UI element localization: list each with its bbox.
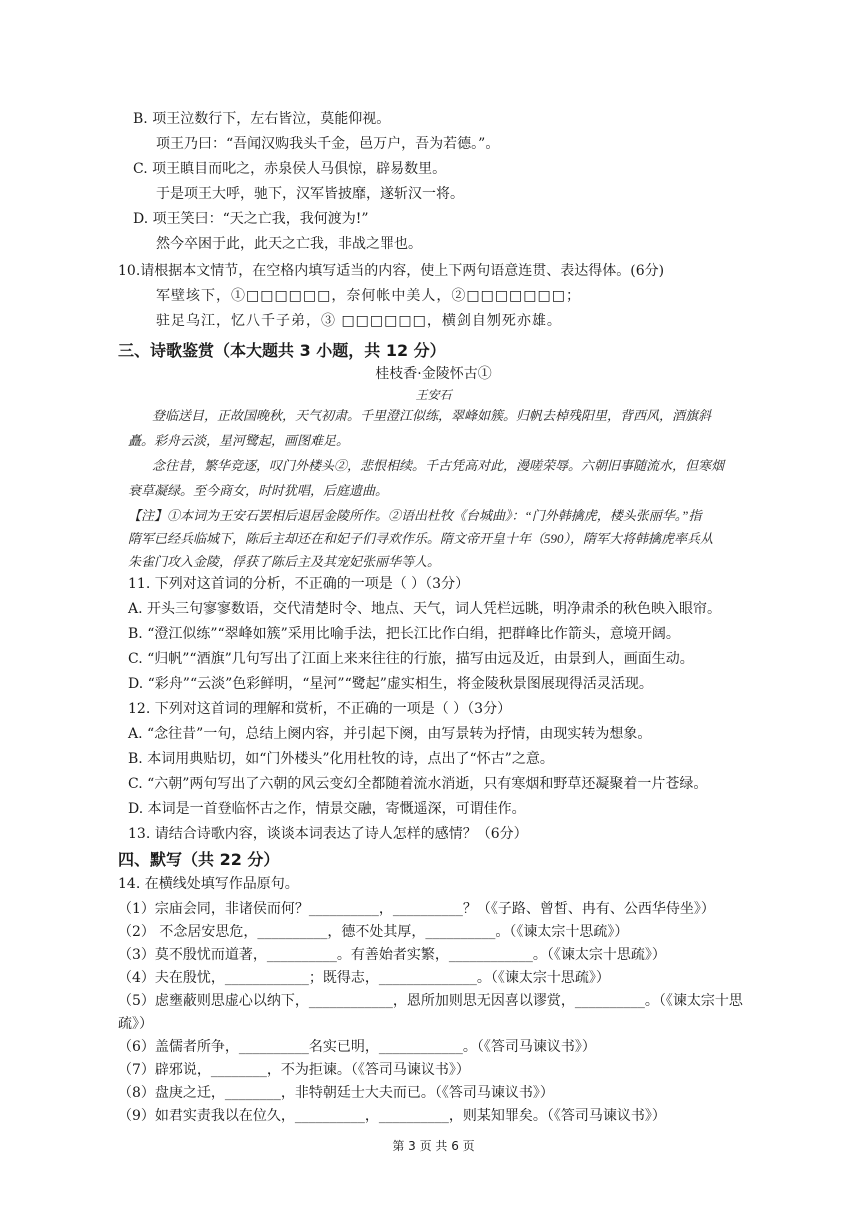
poem-note: 【注】①本词为王安石罢相后退居金陵所作。②语出杜牧《台城曲》：“门外韩擒虎，楼头张丽华。”指 <box>128 508 702 523</box>
question-12: 12. 下列对这首词的理解和赏析，不正确的一项是（ ）（3分） <box>128 701 512 717</box>
poem-line: 念往昔，繁华竞逐，叹门外楼头②，悲恨相续。千古凭高对此，漫嗟荣辱。六朝旧事随流水，但寒烟 <box>152 458 725 473</box>
section-4-heading: 四、默写（共 22 分） <box>118 850 280 869</box>
q11-option-d: D. “彩舟”“云淡”色彩鲜明，“星河”“鹭起”虚实相生，将金陵秋景图展现得活灵活现。 <box>128 676 653 692</box>
poem-note: 隋军已经兵临城下，陈后主却还在和妃子们寻欢作乐。隋文帝开皇十年（590），隋军大将韩擒虎率兵从 <box>128 531 714 546</box>
q12-option-a: A. “念往昔”一句，总结上阕内容，并引起下阕，由写景转为抒情，由现实转为想象。 <box>128 726 652 742</box>
q12-option-b: B. 本词用典贴切，如“门外楼头”化用杜牧的诗，点出了“怀古”之意。 <box>128 751 554 767</box>
q12-option-d: D. 本词是一首登临怀古之作，情景交融，寄慨遥深，可谓佳作。 <box>128 801 526 817</box>
option-d: D. 项王笑曰：“天之亡我，我何渡为!” <box>133 211 369 227</box>
dictation-item: （9）如君实责我以在位久，__________，__________，则某知罪矣。（《答司马谏议书》） <box>118 1108 666 1124</box>
dictation-item: （7）辟邪说，________，不为拒谏。（《答司马谏议书》） <box>118 1062 470 1078</box>
dictation-item: （2） 不念居安思危，__________，德不处其厚，__________。（《谏太宗十思疏》） <box>118 924 629 940</box>
option-b-line2: 项王乃曰：“吾闻汉购我头千金，邑万户，吾为若德。”。 <box>156 136 500 152</box>
dictation-item: （6）盖儒者所争，__________名实已明，____________。（《答司马谏议书》） <box>118 1039 596 1055</box>
dictation-item-cont: 疏》） <box>118 1016 153 1032</box>
q11-option-a: A. 开头三句寥寥数语，交代清楚时令、地点、天气，词人凭栏远眺，明净肃杀的秋色映入眼帘。 <box>128 601 722 617</box>
option-c: C. 项王瞋目而叱之，赤泉侯人马俱惊，辟易数里。 <box>133 161 447 177</box>
q12-option-c: C. “六朝”两句写出了六朝的风云变幻全都随着流水消逝，只有寒烟和野草还凝聚着一片苍绿。 <box>128 776 708 792</box>
question-13: 13. 请结合诗歌内容，谈谈本词表达了诗人怎样的感情？（6分） <box>128 826 528 842</box>
poem-note: 朱雀门攻入金陵，俘获了陈后主及其宠妃张丽华等人。 <box>128 554 441 569</box>
question-11: 11. 下列对这首词的分析，不正确的一项是（ ）（3分） <box>128 576 470 592</box>
q11-option-c: C. “归帆”“酒旗”几句写出了江面上来来往往的行旅，描写由远及近，由景到人，画面生动。 <box>128 651 694 667</box>
dictation-item: （8）盘庚之迁，________，非特朝廷士大夫而已。（《答司马谏议书》） <box>118 1085 554 1101</box>
dictation-item: （1）宗庙会同，非诸侯而何？__________，__________？（《子路、曾皙、冉有、公西华侍坐》） <box>118 901 715 917</box>
poem-line: 矗。彩舟云淡，星河鹭起，画图难足。 <box>128 433 350 448</box>
question-10-line2: 驻足乌江，忆八千子弟，③ □□□□□□，横剑自刎死亦雄。 <box>156 313 562 329</box>
dictation-item: （3）莫不殷忧而道著，__________。有善始者实繁，____________。（《谏太宗十思疏》） <box>118 947 666 963</box>
option-c-line2: 于是项王大呼，驰下，汉军皆披靡，遂斩汉一将。 <box>156 186 464 202</box>
question-10-line1: 军壁垓下，①□□□□□□，奈何帐中美人，②□□□□□□□； <box>156 288 581 304</box>
dictation-item: （4）夫在殷忧，____________；既得志，______________。（《谏太宗十思疏》） <box>118 970 610 986</box>
option-d-line2: 然今卒困于此，此天之亡我，非战之罪也。 <box>156 236 422 252</box>
question-10: 10.请根据本文情节，在空格内填写适当的内容，使上下两句语意连贯、表达得体。(6分) <box>118 263 665 279</box>
section-3-heading: 三、诗歌鉴赏（本大题共 3 小题，共 12 分） <box>118 341 446 360</box>
poem-line: 衰草凝绿。至今商女，时时犹唱，后庭遗曲。 <box>128 483 389 498</box>
poem-title: 桂枝香·金陵怀古① <box>375 366 492 382</box>
poem-author: 王安石 <box>415 388 452 402</box>
page-footer: 第 3 页 共 6 页 <box>392 1139 475 1153</box>
q11-option-b: B. “澄江似练”“翠峰如簇”采用比喻手法，把长江比作白绢，把群峰比作箭头，意境开阔。 <box>128 626 680 642</box>
dictation-item: （5）虑壅蔽则思虚心以纳下，____________，恩所加则思无因喜以谬赏，__________。（《谏太宗十思 <box>118 993 743 1009</box>
option-b: B. 项王泣数行下，左右皆泣，莫能仰视。 <box>133 111 391 127</box>
poem-line: 登临送目，正故国晚秋，天气初肃。千里澄江似练，翠峰如簇。归帆去棹残阳里，背西风，酒旗斜 <box>152 408 712 423</box>
question-14: 14. 在横线处填写作品原句。 <box>118 876 299 892</box>
